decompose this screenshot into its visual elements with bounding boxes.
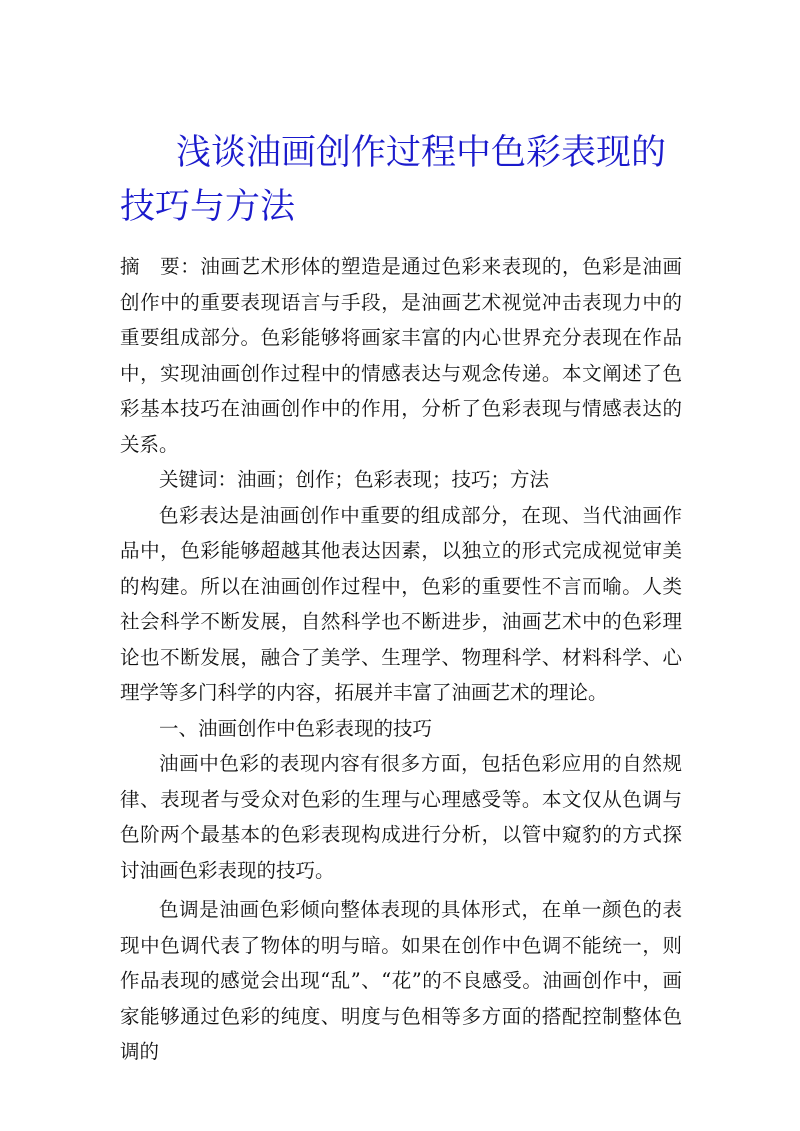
document-body — [120, 249, 682, 1070]
keywords-line: 关键词：油画；创作；色彩表现；技巧；方法 — [159, 468, 550, 491]
document-title: 浅谈油画创作过程中色彩表现的技巧与方法 — [120, 133, 667, 227]
abstract-paragraph: 摘 要：油画艺术形体的塑造是通过色彩来表现的，色彩是油画创作中的重要表现语言与手段，是油画艺术视觉冲击表现力中的重要组成部分。色彩能够将画家丰富的内心世界充分表现在作品中，实现油画创作过程中的情感表达与观念传递。本文阐述了色彩基本技巧在油画创作中的作用，分析了色彩表现与情感表达的关系。 — [120, 255, 682, 456]
section-heading-1: 一、油画创作中色彩表现的技巧 — [159, 716, 433, 740]
body-paragraph-color-content: 油画中色彩的表现内容有很多方面，包括色彩应用的自然规律、表现者与受众对色彩的生理与心理感受等。本文仅从色调与色阶两个最基本的色彩表现构成进行分析，以管中窥豹的方式探讨油画色彩表现的技巧。 — [120, 752, 682, 882]
body-paragraph-intro: 色彩表达是油画创作中重要的组成部分，在现、当代油画作品中，色彩能够超越其他表达因素，以独立的形式完成视觉审美的构建。所以在油画创作过程中，色彩的重要性不言而喻。人类社会科学不断发展，自然科学也不断进步，油画艺术中的色彩理论也不断发展，融合了美学、生理学、物理科学、材料科学、心理学等多门科学的内容，拓展并丰富了油画艺术的理论。 — [120, 503, 682, 704]
body-paragraph-tone: 色调是油画色彩倾向整体表现的具体形式，在单一颜色的表现中色调代表了物体的明与暗。如果在创作中色调不能统一，则作品表现的感觉会出现“乱”、“花”的不良感受。油画创作中，画家能够通过色彩的纯度、明度与色相等多方面的搭配控制整体色调的 — [120, 898, 682, 1063]
